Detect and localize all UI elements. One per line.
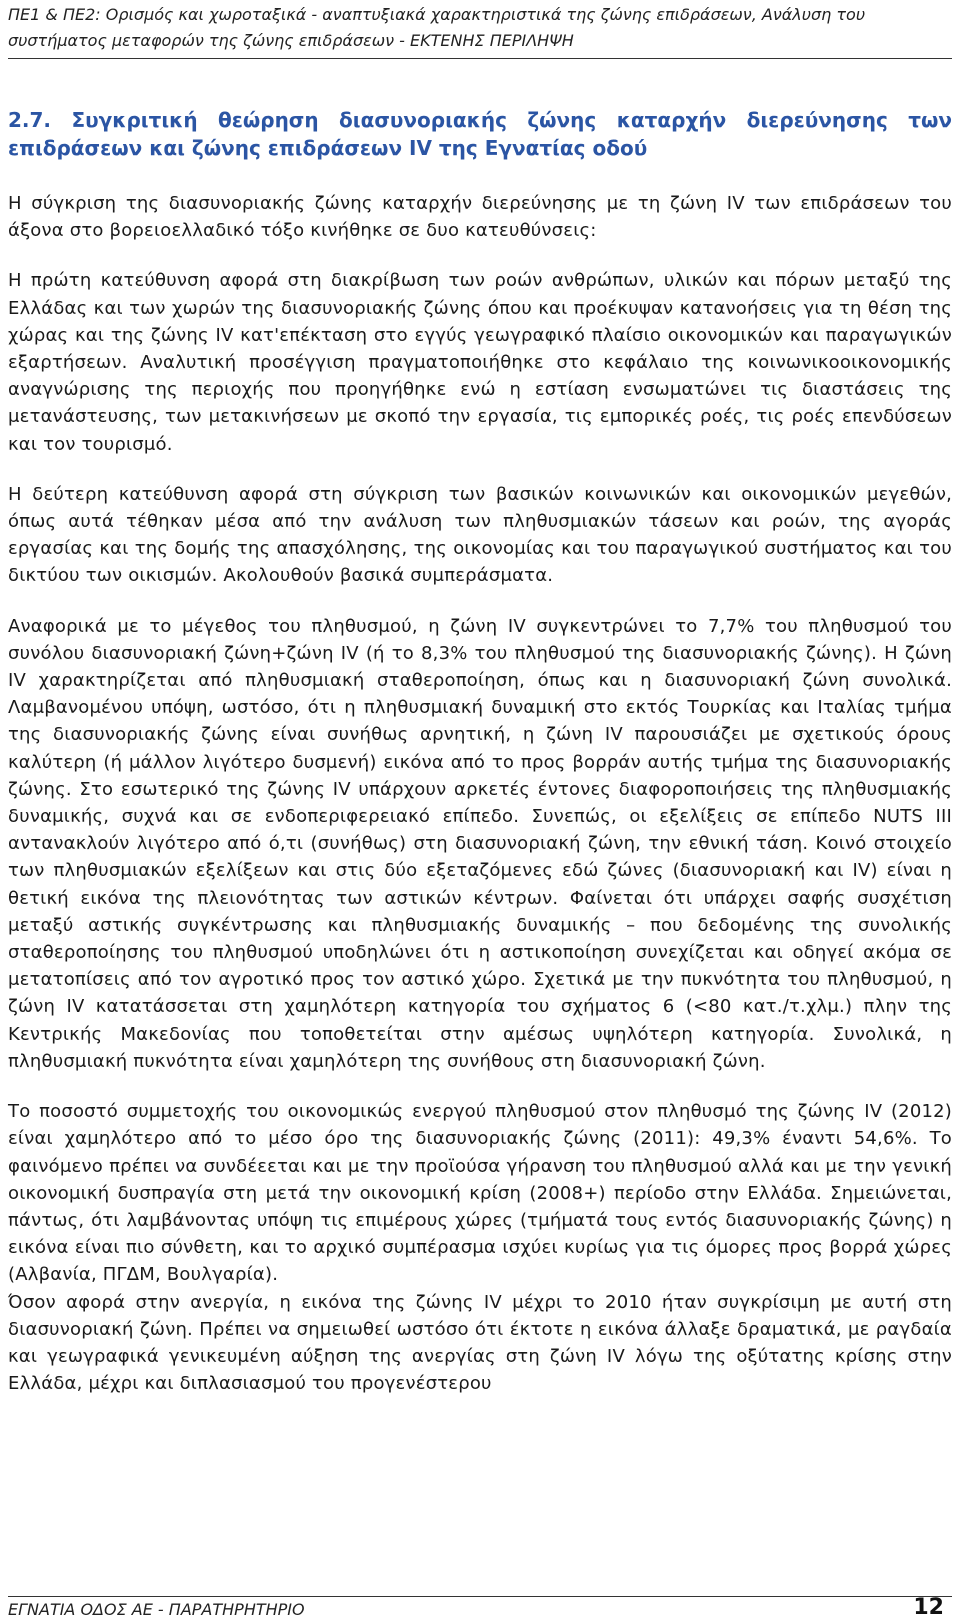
paragraph-first-direction: Η πρώτη κατεύθυνση αφορά στη διακρίβωση των ροών ανθρώπων, υλικών και πόρων μεταξύ της Ελλάδας και των χωρών της διασυνοριακής ζώνης όπου και προέκυψαν κατανοήσεις για τη θέση της χώρας και της ζώνης IV κατ'επέκταση στο εγγύς γεωγραφικό πλαίσιο οικονομικών και παραγωγικών εξαρτήσεων. Αναλυτική προσέγγιση πραγματοποιήθηκε στο κεφάλαιο της κοινωνικοοικονομικής αναγνώρισης της περιοχής που προηγήθηκε ενώ η εστίαση ενσωματώνει τις διαστάσεις της μετανάστευσης, των μετακινήσεων με σκοπό την εργασία, τις εμπορικές ροές, τις ροές επενδύσεων και τον τουρισμό. xyxy=(8,270,952,455)
paragraph-active-population: Το ποσοστό συμμετοχής του οικονομικώς ενεργού πληθυσμού στον πληθυσμό της ζώνης IV (2012) είναι χαμηλότερο από το μέσο όρο της διασυνοριακής ζώνης (2011): 49,3% έναντι 54,6%. Το φαινόμενο πρέπει να συνδέεεται και με την προϊούσα γήρανση του πληθυσμού αλλά και με την γενική οικονομική δυσπραγία στη μετά την οικονομική κρίση (2008+) περίοδο στην Ελλάδα. Σημειώνεται, πάντως, ότι λαμβάνοντας υπόψη τις επιμέρους χώρες (τμήματά τους εντός διασυνοριακής ζώνης) η εικόνα είναι πιο σύνθετη, και το αρχικό συμπέρασμα ισχύει κυρίως για τις όμορες προς βορρά χώρες (Αλβανία, ΠΓΔΜ, Βουλγαρία). xyxy=(8,1101,952,1286)
footer-divider xyxy=(8,1596,952,1597)
section-heading: 2.7. Συγκριτική θεώρηση διασυνοριακής ζώνης καταρχήν διερεύνησης των επιδράσεων και ζώνης επιδράσεων IV της Εγνατίας οδού xyxy=(8,108,952,160)
paragraph-intro: Η σύγκριση της διασυνοριακής ζώνης καταρχήν διερεύνησης με τη ζώνη IV των επιδράσεων του άξονα στο βορειοελλαδικό τόξο κινήθηκε σε δυο κατευθύνσεις: xyxy=(8,193,952,242)
page-number: 12 xyxy=(913,1595,944,1620)
paragraph-second-direction: Η δεύτερη κατεύθυνση αφορά στη σύγκριση των βασικών κοινωνικών και οικονομικών μεγεθών, όπως αυτά τέθηκαν μέσα από την ανάλυση των πληθυσμιακών τάσεων και ροών, της αγοράς εργασίας και της δομής της απασχόλησης, της οικονομίας και του παραγωγικού συστήματος και του δικτύου των οικισμών. Ακολουθούν βασικά συμπεράσματα. xyxy=(8,483,952,587)
section-body xyxy=(8,190,952,1420)
header-divider xyxy=(8,58,952,59)
running-header: ΠΕ1 & ΠΕ2: Ορισμός και χωροταξικά - αναπτυξιακά χαρακτηριστικά της ζώνης επιδράσεων, Ανάλυση του συστήματος μεταφορών της ζώνης επιδράσεων - ΕΚΤΕΝΗΣ ΠΕΡΙΛΗΨΗ xyxy=(8,5,866,50)
paragraph-population: Αναφορικά με το μέγεθος του πληθυσμού, η ζώνη IV συγκεντρώνει το 7,7% του πληθυσμού του συνόλου διασυνοριακή ζώνη+ζώνη IV (ή το 8,3% του πληθυσμού της διασυνοριακής ζώνης). Η ζώνη IV χαρακτηρίζεται από πληθυσμιακή σταθεροποίηση, όπως και η διασυνοριακή ζώνη συνολικά. Λαμβανομένου υπόψη, ωστόσο, ότι η πληθυσμιακή δυναμική στο εκτός Τουρκίας και Ιταλίας τμήμα της διασυνοριακής ζώνης είναι συνήθως αρνητική, η ζώνη IV παρουσιάζει με σχετικούς όρους καλύτερη (ή μάλλον λιγότερο δυσμενή) εικόνα από το προς βορράν αυτής τμήμα της διασυνοριακής ζώνης. Στο εσωτερικό της ζώνης IV υπάρχουν αρκετές έντονες διαφοροποιήσεις της πληθυσμιακής δυναμικής, συχνά και σε ενδοπεριφερειακό επίπεδο. Συνεπώς, οι εξελίξεις σε επίπεδο NUTS III αντανακλούν λιγότερο από ό,τι (συνήθως) στη διασυνοριακή ζώνη, την εθνική τάση. Κοινό στοιχείο των πληθυσμιακών εξελίξεων και στις δύο εξεταζόμενες εδώ ζώνες (διασυνοριακή και IV) είναι η θετική εικόνα της πλειονότητας των αστικών κέντρων. Φαίνεται ότι υπάρχει σαφής συσχέτιση μεταξύ αστικής συγκέντρωσης και πληθυσμιακής δυναμικής – που δεδομένης της συνολικής σταθεροποίησης του πληθυσμού υποδηλώνει ότι η αστικοποίηση συνεχίζεται και οδηγεί ακόμα σε μετατοπίσεις από τον αγροτικό προς τον αστικό χώρο. Σχετικά με την πυκνότητα του πληθυσμού, η ζώνη IV κατατάσσεται στη χαμηλότερη κατηγορία του σχήματος 6 (<80 κατ./τ.χλμ.) πλην της Κεντρικής Μακεδονίας που τοποθετείται στην αμέσως υψηλότερη κατηγορία. Συνολικά, η πληθυσμιακή πυκνότητα είναι χαμηλότερη της συνήθους στη διασυνοριακή ζώνη. xyxy=(8,615,952,1072)
document-page xyxy=(8,0,952,1624)
footer-publisher: ΕΓΝΑΤΙΑ ΟΔΟΣ ΑΕ - ΠΑΡΑΤΗΡΗΤΗΡΙΟ xyxy=(8,1600,305,1619)
paragraph-unemployment: Όσον αφορά στην ανεργία, η εικόνα της ζώνης IV μέχρι το 2010 ήταν συγκρίσιμη με αυτή στη διασυνοριακή ζώνη. Πρέπει να σημειωθεί ωστόσο ότι έκτοτε η εικόνα άλλαξε δραματικά, με ραγδαία και γεωγραφικά γενικευμένη αύξηση της ανεργίας στη ζώνη IV λόγω της οξύτατης κρίσης στην Ελλάδα, μέχρι και διπλασιασμού του προγενέστερου xyxy=(8,1291,952,1395)
